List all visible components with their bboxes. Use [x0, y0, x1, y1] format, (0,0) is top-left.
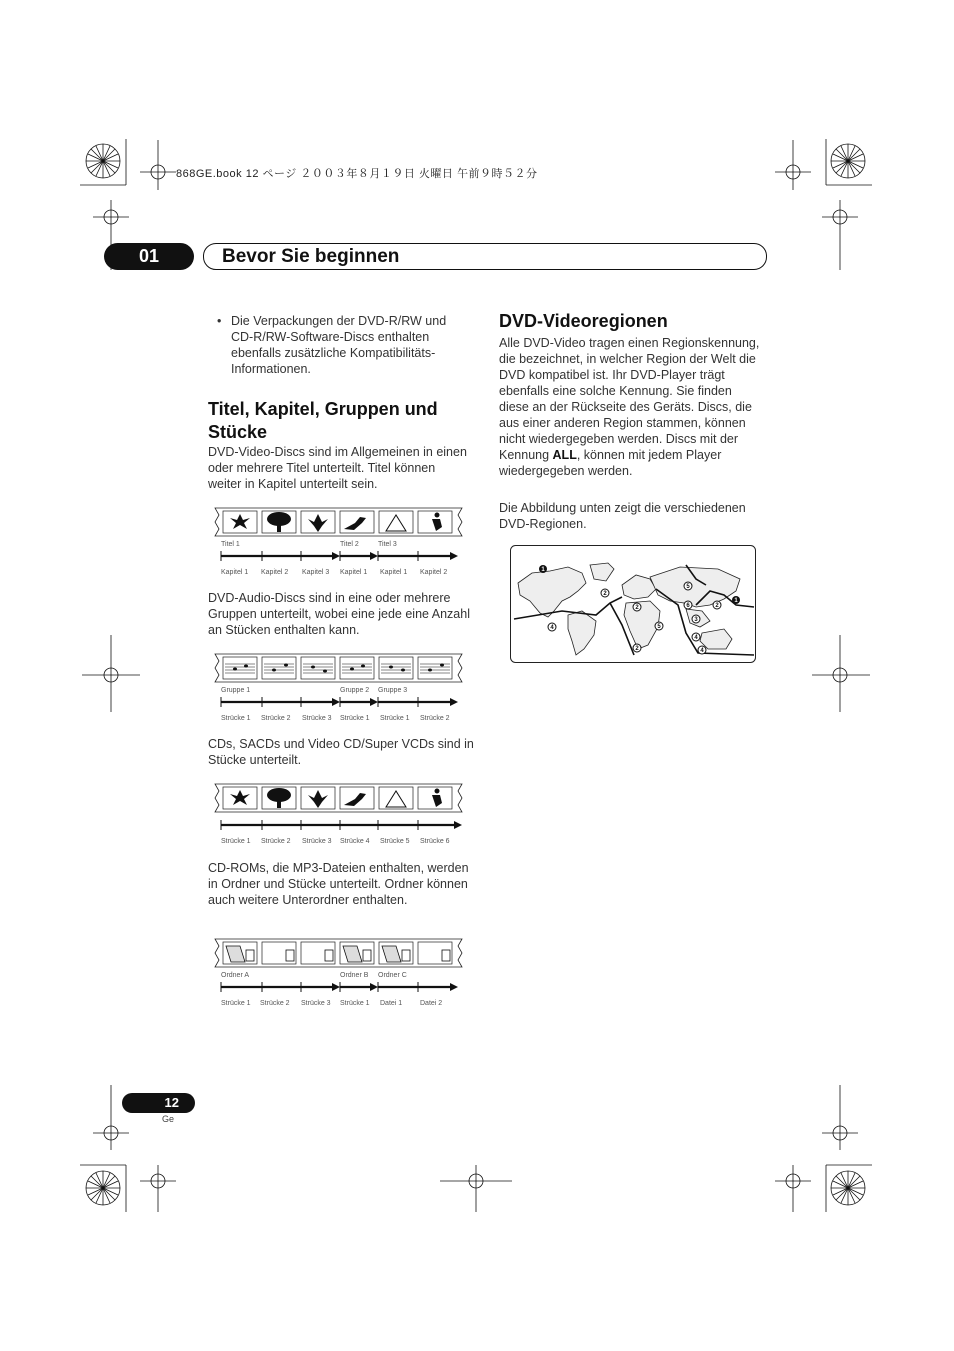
file-icon [246, 950, 254, 961]
section-title-titles: Titel, Kapitel, Gruppen und Stücke [208, 399, 438, 442]
lower-label: Kapitel 1 [380, 569, 408, 576]
section-title-regions: DVD-Videoregionen [499, 311, 668, 331]
paragraph-cds: CDs, SACDs und Video CD/Super VCDs sind in Stücke unterteilt. [208, 737, 474, 767]
region-badge [539, 565, 547, 573]
svg-text:6: 6 [686, 603, 690, 609]
svg-text:4: 4 [694, 635, 698, 641]
lower-label: Strücke 2 [260, 1000, 290, 1007]
file-icon [442, 950, 450, 961]
region-badge [633, 603, 641, 611]
region-map [510, 545, 756, 663]
paragraph-cdroms: CD-ROMs, die MP3-Dateien enthalten, werden in Ordner und Stücke unterteilt. Ordner können auch weitere Unterordner enthalten. [208, 861, 469, 907]
lower-label: Kapitel 2 [420, 569, 448, 576]
lower-label: Strücke 2 [261, 838, 291, 845]
svg-text:2: 2 [635, 646, 639, 652]
region-badge [684, 582, 692, 590]
cd-diagram [210, 781, 472, 851]
chapter-number: 01 [104, 243, 194, 270]
svg-text:1: 1 [734, 598, 738, 604]
regions-text-part: , können mit jedem Player wiedergegeben werden. [499, 448, 722, 478]
svg-text:5: 5 [657, 624, 661, 630]
page-language: Ge [162, 1114, 175, 1124]
lower-label: Strücke 6 [420, 838, 450, 845]
region-badge [692, 615, 700, 623]
lower-label: Strücke 2 [420, 715, 450, 722]
file-icon [402, 950, 410, 961]
file-icon [363, 950, 371, 961]
svg-text:2: 2 [715, 603, 719, 609]
upper-label: Ordner C [378, 972, 407, 979]
upper-label: Ordner A [221, 972, 250, 979]
lower-label: Strücke 1 [221, 715, 251, 722]
tree-icon [267, 788, 291, 802]
paragraph-regions-1 [499, 335, 765, 479]
lower-label: Strücke 1 [221, 1000, 251, 1007]
lower-label: Strücke 1 [340, 1000, 370, 1007]
svg-text:3: 3 [694, 617, 698, 623]
upper-label: Titel 2 [340, 541, 359, 548]
bullet-text: Die Verpackungen der DVD-R/RW und CD-R/RW-Software-Discs enthalten ebenfalls zusätzliche Kompatibilitäts-Informationen. [231, 314, 447, 376]
upper-label: Gruppe 2 [340, 687, 370, 694]
lower-label: Datei 2 [420, 1000, 443, 1007]
lower-label: Strücke 5 [380, 838, 410, 845]
svg-text:4: 4 [550, 625, 554, 631]
lower-label: Strücke 1 [221, 838, 251, 845]
bullet-dot: • [217, 314, 222, 328]
svg-text:2: 2 [635, 605, 639, 611]
bullet-item [217, 313, 467, 377]
skater-icon [435, 789, 440, 794]
paragraph-dvd-video: DVD-Video-Discs sind im Allgemeinen in einen oder mehrere Titel unterteilt. Titel können weiter in Kapitel unterteilt sein. [208, 445, 467, 491]
region-badge [548, 623, 556, 631]
svg-text:4: 4 [700, 648, 704, 654]
lower-label: Strücke 4 [340, 838, 370, 845]
regions-bold-all: ALL [552, 448, 577, 462]
lower-label: Strücke 1 [340, 715, 370, 722]
paragraph-regions-2: Die Abbildung unten zeigt die verschiedenen DVD-Regionen. [499, 501, 746, 531]
dvd-video-diagram [210, 505, 472, 580]
region-badge [698, 646, 706, 654]
file-icon [286, 950, 294, 961]
page-number: 12 [122, 1093, 195, 1113]
lower-label: Kapitel 1 [221, 569, 249, 576]
region-badge [692, 633, 700, 641]
skater-icon [435, 513, 440, 518]
dvd-audio-diagram [210, 651, 472, 726]
upper-label: Titel 3 [378, 541, 397, 548]
upper-label: Titel 1 [221, 541, 240, 548]
region-badge [633, 644, 641, 652]
lower-label: Strücke 3 [302, 838, 332, 845]
region-badge [655, 622, 663, 630]
region-badge [684, 601, 692, 609]
upper-label: Gruppe 3 [378, 687, 408, 694]
region-badge [713, 601, 721, 609]
region-badge [601, 589, 609, 597]
region-badge [732, 596, 740, 604]
lower-label: Strücke 1 [380, 715, 410, 722]
file-icon [325, 950, 333, 961]
lower-label: Strücke 3 [302, 715, 332, 722]
lower-label: Kapitel 3 [302, 569, 330, 576]
cdrom-diagram [210, 936, 472, 1011]
upper-label: Gruppe 1 [221, 687, 251, 694]
lower-label: Strücke 3 [301, 1000, 331, 1007]
svg-text:2: 2 [603, 591, 607, 597]
lower-label: Kapitel 2 [261, 569, 289, 576]
print-header: 868GE.book 12 ページ ２００３年８月１９日 火曜日 午前９時５２分 [176, 168, 538, 180]
paragraph-dvd-audio: DVD-Audio-Discs sind in eine oder mehrere Gruppen unterteilt, wobei eine jede eine Anzahl an Stücken enthalten kann. [208, 591, 470, 637]
lower-label: Strücke 2 [261, 715, 291, 722]
tree-icon [267, 512, 291, 526]
lower-label: Datei 1 [380, 1000, 403, 1007]
svg-text:5: 5 [686, 584, 690, 590]
svg-text:1: 1 [541, 567, 545, 573]
lower-label: Kapitel 1 [340, 569, 368, 576]
regions-text-part: Alle DVD-Video tragen einen Regionskennung, die bezeichnet, in welcher Region der Welt die DVD kompatibel ist. Ihr DVD-Player trägt ebenfalls eine solche Kennung. Sie finden diese an der Rückseite des Geräts. Discs, die aus einer anderen Region stammen, können nicht wiedergegeben werden. Discs mit der Kennung [499, 336, 760, 462]
chapter-title: Bevor Sie beginnen [222, 246, 400, 267]
upper-label: Ordner B [340, 972, 369, 979]
